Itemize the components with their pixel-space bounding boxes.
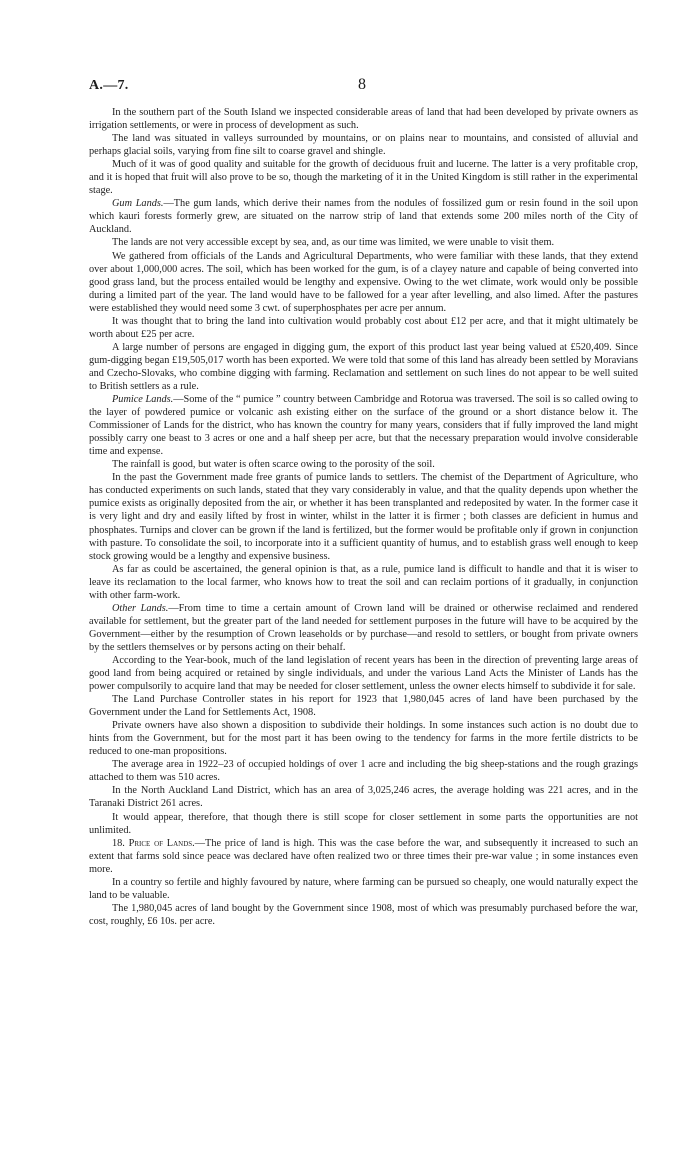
paragraph	[89, 758, 638, 784]
paragraph	[89, 876, 638, 902]
paragraph-text: —Some of the “ pumice ” country between Cambridge and Rotorua was traversed. The soil is so called owing to the layer of powdered pumice or volcanic ash existing either on the surface of the ground or a short distance below it. The Commissioner of Lands for the district, who has known the country for many years, considers that if fully improved the land might possibly carry one beast to 3 acres or one and a half sheep per acre, but that the necessary preparation would involve considerable time and expense.	[89, 394, 638, 458]
paragraph-text: The Land Purchase Controller states in his report for 1923 that 1,980,045 acres of land have been purchased by the Government under the Land for Settlements Act, 1908.	[89, 694, 638, 719]
paragraph	[89, 902, 638, 928]
paragraph	[89, 250, 638, 315]
paragraph	[89, 471, 638, 562]
page-number: 8	[358, 76, 366, 93]
paragraph	[89, 693, 638, 719]
paragraph-text: The land was situated in valleys surrounded by mountains, or on plains near to mountains, and consisted of alluvial and perhaps glacial soils, varying from fine silt to coarse gravel and shingle.	[89, 133, 638, 158]
paragraph	[89, 106, 638, 132]
paragraph	[89, 811, 638, 837]
paragraph-text: Private owners have also shown a disposition to subdivide their holdings. In some instances such action is no doubt due to hints from the Government, but for the most part it has been owing to the tendency for farms in the more fertile districts to be reduced to one-man propositions.	[89, 720, 638, 758]
paragraph	[89, 158, 638, 197]
section-heading: Gum Lands.	[112, 198, 164, 210]
paragraph	[89, 315, 638, 341]
paragraph	[89, 654, 638, 693]
paragraph-text: We gathered from officials of the Lands and Agricultural Departments, who were familiar with these lands, that they extend over about 1,000,000 acres. The soil, which has been worked for the gum, is of a clayey nature and capable of being converted into good grass land, but the process entailed would be lengthy and expensive. Owing to the wet climate, work would only be possible during a limited part of the year. The land would have to be fallowed for a year after levelling, and also limed. After the pastures were established they would need some 3 cwt. of superphosphates per acre per annum.	[89, 250, 638, 314]
paragraph-text: In the North Auckland Land District, which has an area of 3,025,246 acres, the average holding was 221 acres, and in the Taranaki District 261 acres.	[89, 785, 638, 810]
paragraph	[89, 784, 638, 810]
paragraph-text: As far as could be ascertained, the general opinion is that, as a rule, pumice land is difficult to handle and that it is wiser to leave its reclamation to the local farmer, who knows how to treat the soil and can reclaim portions of it gradually, in conjunction with other farm-work.	[89, 563, 638, 601]
paragraph-text: In the southern part of the South Island we inspected considerable areas of land that had been developed by private owners as irrigation settlements, or were in process of development as such.	[89, 107, 638, 132]
paragraph-gum-lands	[89, 197, 638, 236]
paragraph-text: In the past the Government made free grants of pumice lands to settlers. The chemist of the Department of Agriculture, who has conducted experiments on such lands, stated that they vary considerably in value, and that the quality depends upon whether the pumice exists as originally deposited from the air, or whether it has been transplanted and redeposited by water. In the former case it is very light and dry and easily lifted by frost in winter, whilst in the latter it is firmer ; both classes are deficient in humus and phosphates. Turnips and clover can be grown if the land is fertilized, but the former would be profitable only if grown in conjunction with pasture. To consolidate the soil, to incorporate into it a sufficient quantity of humus, and to establish grass well enough to keep stock growing would be a lengthy and expensive business.	[89, 472, 638, 562]
paragraph-text: A large number of persons are engaged in digging gum, the export of this product last year being valued at £520,409. Since gum-digging began £19,505,017 worth has been exported. We were told that some of this land has already been settled by Moravians and Czecho-Slovaks, who combine digging with farming. Reclamation and settlement on such lines do not appear to be well suited to British settlers as a rule.	[89, 341, 638, 392]
paragraph	[89, 236, 638, 249]
document-body	[89, 106, 638, 928]
paragraph-text: —From time to time a certain amount of Crown land will be drained or otherwise reclaimed and rendered available for settlement, but the greater part of the land needed for settlement purposes in the future will have to be acquired by the Government—either by the resumption of Crown leaseholds or by purchase—and resold to settlers, or bought from private owners by the settlers themselves or by persons acting on their behalf.	[89, 602, 638, 653]
paragraph-text: In a country so fertile and highly favoured by nature, where farming can be pursued so cheaply, one would naturally expect the land to be valuable.	[89, 876, 638, 901]
paragraph-text: The rainfall is good, but water is often scarce owing to the porosity of the soil.	[112, 459, 435, 471]
section-heading: Other Lands.	[112, 602, 169, 614]
paragraph-text: According to the Year-book, much of the land legislation of recent years has been in the direction of preventing large areas of good land from being acquired or retained by single individuals, and under the various Land Acts the Minister of Lands has the power compulsorily to acquire land that may be needed for closer settlement, unless the owner elects himself to subdivide it for sale.	[89, 654, 638, 693]
document-reference: A.—7.	[89, 78, 129, 93]
section-heading: Price of Lands.	[128, 837, 195, 849]
paragraph-text: —The price of land is high. This was the case before the war, and subsequently it increased to such an extent that farms sold since peace was declared have often realized two or three times their pre-war value ; in some instances even more.	[89, 837, 638, 875]
paragraph	[89, 563, 638, 602]
paragraph	[89, 132, 638, 158]
section-number: 18.	[112, 837, 125, 849]
paragraph-pumice-lands	[89, 393, 638, 458]
paragraph-text: The lands are not very accessible except by sea, and, as our time was limited, we were unable to visit them.	[112, 237, 555, 249]
paragraph	[89, 719, 638, 758]
paragraph-text: The 1,980,045 acres of land bought by the Government since 1908, most of which was presumably purchased before the war, cost, roughly, £6 10s. per acre.	[89, 902, 638, 927]
paragraph-text: It was thought that to bring the land into cultivation would probably cost about £12 per acre, and that it might ultimately be worth about £25 per acre.	[89, 315, 638, 340]
paragraph	[89, 458, 638, 471]
paragraph-price-of-lands	[89, 837, 638, 876]
paragraph-text: —The gum lands, which derive their names from the nodules of fossilized gum or resin found in the soil upon which kauri forests formerly grew, are situated on the narrow strip of land that extends some 200 miles north of the City of Auckland.	[89, 198, 638, 236]
paragraph	[89, 341, 638, 393]
paragraph-text: It would appear, therefore, that though there is still scope for closer settlement in some parts the opportunities are not unlimited.	[89, 811, 638, 836]
paragraph-text: The average area in 1922–23 of occupied holdings of over 1 acre and including the big sheep-stations and the rough grazings attached to them was 510 acres.	[89, 759, 638, 784]
paragraph-other-lands	[89, 602, 638, 654]
paragraph-text: Much of it was of good quality and suitable for the growth of deciduous fruit and lucerne. The latter is a very profitable crop, and it is hoped that fruit will also prove to be so, though the marketing of it in the United Kingdom is still rather in the experimental stage.	[89, 159, 638, 197]
section-heading: Pumice Lands.	[112, 394, 174, 406]
